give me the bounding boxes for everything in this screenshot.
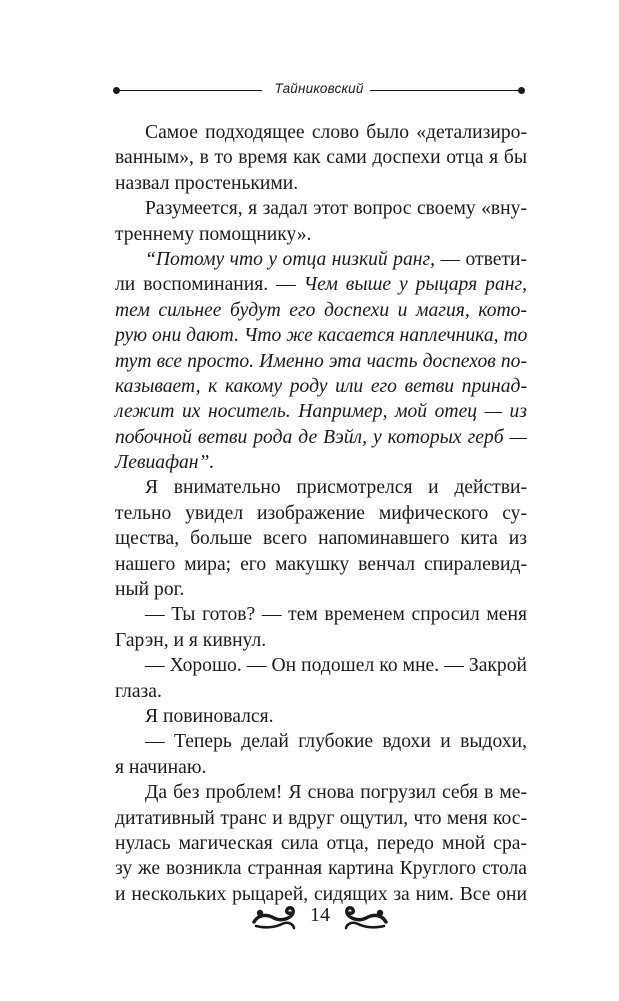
text-line: лежит их носитель. Например, мой отец — из (115, 401, 527, 423)
header-dot-right (518, 87, 525, 94)
text-line: Я повиновался. (145, 705, 274, 727)
swirl-ornament-left-icon (252, 902, 296, 932)
text-line: дитативный транс и вдруг ощутил, что меня кос- (115, 807, 527, 829)
text-line: тут все просто. Именно эта часть доспехов по- (115, 350, 527, 372)
text-line: Гарэн, и я кивнул. (115, 629, 267, 651)
text-line: Левиафан”. (115, 452, 215, 474)
body-text (115, 120, 527, 907)
text-line (115, 247, 527, 272)
text-line: ный рог. (115, 579, 185, 601)
text-line: Да без проблем! Я снова погрузил себя в ме- (145, 782, 527, 804)
text-line: рую они дают. Что же касается наплечника, то (115, 325, 528, 347)
text-line: я начинаю. (115, 756, 207, 778)
text-line: ванным», в то время как сами доспехи отца я бы (115, 147, 527, 169)
text-line: тельно увидел изображение мифического су- (115, 502, 527, 524)
page-number: 14 (310, 904, 330, 926)
text-line: глаза. (115, 680, 162, 702)
running-title: Тайниковский (274, 81, 364, 96)
text-line: побочной ветви рода де Вэйл, у которых герб — (115, 426, 527, 448)
text-line: — Хорошо. — Он подошел ко мне. — Закрой (145, 655, 527, 677)
header-rule-right (370, 90, 520, 91)
text-line: назвал простенькими. (115, 172, 299, 194)
text-line: и нескольких рыцарей, сидящих за ним. Все они (115, 883, 527, 905)
text-line-roman: ли воспоминания. — (115, 274, 304, 296)
text-line: Я внимательно присмотрелся и действи- (145, 477, 527, 499)
text-line: Разумеется, я задал этот вопрос своему «вну- (145, 198, 527, 220)
swirl-ornament-right-icon (344, 902, 388, 932)
text-line-italic: “Потому что у отца низкий ранг, (145, 248, 435, 270)
running-header (112, 78, 526, 102)
text-line (115, 272, 527, 297)
text-line: казывает, к какому роду или его ветви принад- (115, 375, 527, 397)
text-line: Самое подходящее слово было «детализиро- (145, 122, 527, 143)
text-line-italic: Чем выше у рыцаря ранг, (303, 274, 528, 296)
text-line: — Теперь делай глубокие вдохи и выдохи, (145, 731, 527, 753)
page-footer (252, 898, 388, 944)
text-line: тем сильнее будут его доспехи и магия, кото- (115, 299, 527, 321)
text-line: — Ты готов? — тем временем спросил меня (145, 604, 527, 626)
text-line: нашего мира; его макушку венчал спиралевид- (115, 553, 527, 575)
text-line: щества, больше всего напоминавшего кита из (115, 528, 527, 550)
text-line: треннему помощнику». (115, 223, 312, 245)
text-line-roman: — ответи- (435, 248, 527, 270)
text-line: нулась магическая сила отца, передо мной сра- (115, 832, 527, 854)
text-line: зу же возникла странная картина Круглого стола (115, 858, 527, 880)
